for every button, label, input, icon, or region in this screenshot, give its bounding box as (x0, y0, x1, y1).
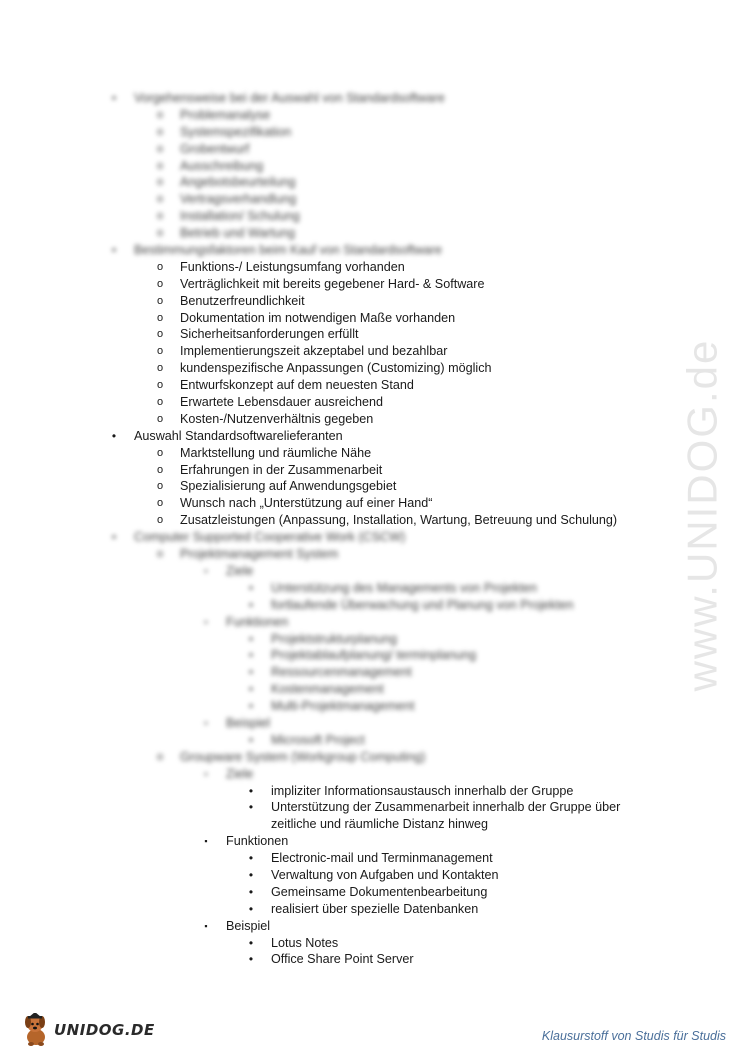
bullet-icon: o (156, 193, 164, 206)
bullet-icon: o (156, 210, 164, 223)
list-item-text: Projektmanagement System (180, 547, 339, 562)
bullet-icon: o (156, 277, 164, 290)
list-item-text: Implementierungszeit akzeptabel und bezahlbar (180, 344, 448, 359)
list-item-level-3 (0, 918, 750, 935)
bullet-icon: • (248, 935, 254, 950)
list-item-level-4 (0, 681, 750, 698)
list-item-level-2 (0, 462, 750, 479)
bullet-icon: • (248, 682, 254, 697)
bullet-icon: o (156, 362, 164, 375)
bullet-icon: ▪ (204, 836, 208, 847)
list-item-level-4 (0, 664, 750, 681)
list-item-text: Vertragsverhandlung (180, 192, 297, 207)
bullet-icon: o (156, 227, 164, 240)
list-item-level-4 (0, 698, 750, 715)
list-item-level-4 (0, 884, 750, 901)
list-item-level-2 (0, 512, 750, 529)
list-item-level-2 (0, 107, 750, 124)
list-item-level-2 (0, 293, 750, 310)
list-item-level-2 (0, 174, 750, 191)
list-item-level-4 (0, 732, 750, 749)
list-item-level-2 (0, 310, 750, 327)
list-item-level-1 (0, 242, 750, 259)
list-item-level-4 (0, 597, 750, 614)
list-item-text: Kosten-/Nutzenverhältnis gegeben (180, 411, 374, 426)
list-item-text: Unterstützung des Managements von Projekten (271, 580, 538, 595)
list-item-text: Projektstrukturplanung (271, 631, 398, 646)
list-item-text: Erwartete Lebensdauer ausreichend (180, 395, 384, 410)
bullet-icon: • (248, 648, 254, 663)
list-item-text: Bestimmungsfaktoren beim Kauf von Standardsoftware (134, 243, 443, 258)
bullet-icon: o (156, 108, 164, 121)
list-item-level-2 (0, 208, 750, 225)
bullet-icon: o (156, 396, 164, 409)
list-item-level-2 (0, 546, 750, 563)
list-item-level-1 (0, 428, 750, 445)
bullet-icon: o (156, 412, 164, 425)
list-item-level-4 (0, 631, 750, 648)
list-item-text: Microsoft Project (271, 732, 365, 747)
bullet-icon: • (248, 952, 254, 967)
list-item-level-4 (0, 951, 750, 968)
bullet-icon: o (156, 328, 164, 341)
list-item-level-2 (0, 141, 750, 158)
list-item-level-3 (0, 614, 750, 631)
list-item-level-4 (0, 850, 750, 867)
list-item-level-3 (0, 563, 750, 580)
list-item-text: Multi-Projektmanagement (271, 699, 415, 714)
bullet-icon: o (156, 750, 164, 763)
list-item-level-2 (0, 495, 750, 512)
bullet-icon: • (248, 851, 254, 866)
list-item-text: Marktstellung und räumliche Nähe (180, 445, 372, 460)
list-item-text: Groupware System (Workgroup Computing) (180, 749, 426, 764)
bullet-icon: ▪ (204, 565, 208, 576)
bullet-icon: ▪ (204, 920, 208, 931)
list-item-text: Computer Supported Cooperative Work (CSCW) (134, 530, 406, 545)
list-item-level-2 (0, 377, 750, 394)
bullet-icon: • (111, 243, 117, 258)
bullet-icon: o (156, 176, 164, 189)
list-item-level-2 (0, 394, 750, 411)
document-body (0, 90, 750, 968)
list-item-level-1 (0, 90, 750, 107)
dog-mascot-icon (22, 1013, 50, 1047)
bullet-icon: • (111, 91, 117, 105)
list-item-text: Angebotsbeurteilung (180, 175, 296, 190)
bullet-icon: ▪ (204, 768, 208, 779)
list-item-level-4 (0, 799, 750, 816)
list-item-text: Ziele (226, 563, 254, 578)
list-item-text: Problemanalyse (180, 107, 271, 122)
list-item-text: Sicherheitsanforderungen erfüllt (180, 327, 359, 342)
bullet-icon: • (248, 580, 254, 595)
list-item-text: Verwaltung von Aufgaben und Kontakten (271, 867, 499, 882)
bullet-icon: o (156, 497, 164, 510)
list-item-level-3 (0, 833, 750, 850)
list-item-text: kundenspezifische Anpassungen (Customizing) möglich (180, 361, 492, 376)
list-item-text: Systemspezifikation (180, 124, 292, 139)
bullet-icon: o (156, 260, 164, 273)
list-item-text: Unterstützung der Zusammenarbeit innerhalb der Gruppe über (271, 800, 621, 815)
list-item-level-2 (0, 225, 750, 242)
list-item-level-2 (0, 276, 750, 293)
list-item-level-2 (0, 360, 750, 377)
list-item-level-4 (0, 901, 750, 918)
footer-tagline: Klausurstoff von Studis für Studis (541, 1029, 726, 1043)
bullet-icon: • (248, 884, 254, 899)
list-item-level-2 (0, 749, 750, 766)
list-item-text: Spezialisierung auf Anwendungsgebiet (180, 479, 397, 494)
list-item-level-4 (0, 935, 750, 952)
watermark-text: www.UNIDOG.de (678, 338, 726, 692)
list-item-text: zeitliche und räumliche Distanz hinweg (271, 817, 489, 832)
list-item-text: Grobentwurf (180, 141, 250, 156)
list-item-level-2 (0, 259, 750, 276)
bullet-icon: • (248, 901, 254, 916)
list-item-continuation (0, 816, 750, 833)
bullet-icon: • (248, 800, 254, 815)
list-item-text: Vorgehensweise bei der Auswahl von Standardsoftware (134, 91, 445, 105)
bullet-icon: • (248, 699, 254, 714)
list-item-text: Wunsch nach „Unterstützung auf einer Hand“ (180, 496, 433, 511)
list-item-text: Projektablaufplanung/ terminplanung (271, 648, 477, 663)
bullet-icon: o (156, 345, 164, 358)
list-item-text: Kostenmanagement (271, 682, 384, 697)
list-item-level-2 (0, 411, 750, 428)
list-item-level-2 (0, 124, 750, 141)
bullet-icon: • (248, 597, 254, 612)
list-item-text: Ausschreibung (180, 158, 264, 173)
list-item-text: Office Share Point Server (271, 952, 414, 967)
bullet-icon: • (111, 530, 117, 545)
list-item-text: Lotus Notes (271, 935, 339, 950)
bullet-icon: o (156, 125, 164, 138)
bullet-icon: ▪ (204, 717, 208, 728)
list-item-text: Funktionen (226, 834, 289, 849)
list-item-text: fortlaufende Überwachung und Planung von Projekten (271, 597, 574, 612)
list-item-text: Dokumentation im notwendigen Maße vorhanden (180, 310, 456, 325)
list-item-text: Erfahrungen in der Zusammenarbeit (180, 462, 383, 477)
list-item-level-4 (0, 580, 750, 597)
bullet-icon: o (156, 294, 164, 307)
list-item-text: Zusatzleistungen (Anpassung, Installation, Wartung, Betreuung und Schulung) (180, 513, 618, 528)
list-item-level-3 (0, 766, 750, 783)
list-item-text: Betrieb und Wartung (180, 226, 296, 241)
watermark (672, 280, 732, 750)
list-item-level-4 (0, 867, 750, 884)
list-item-level-2 (0, 158, 750, 175)
logo-wordmark: UNIDOG.DE (54, 1021, 155, 1039)
list-item-text: Electronic-mail und Terminmanagement (271, 851, 493, 866)
list-item-text: Installation/ Schulung (180, 209, 300, 224)
list-item-text: impliziter Informationsaustausch innerhalb der Gruppe (271, 783, 574, 798)
bullet-icon: o (156, 142, 164, 155)
list-item-text: Funktionen (226, 614, 289, 629)
bullet-icon: • (248, 665, 254, 680)
list-item-text: realisiert über spezielle Datenbanken (271, 901, 479, 916)
list-item-level-2 (0, 478, 750, 495)
footer-logo[interactable] (22, 1010, 155, 1050)
bullet-icon: o (156, 463, 164, 476)
list-item-text: Auswahl Standardsoftwarelieferanten (134, 428, 343, 443)
list-item-text: Beispiel (226, 715, 271, 730)
list-item-level-4 (0, 647, 750, 664)
list-item-text: Ziele (226, 766, 254, 781)
list-item-text: Entwurfskonzept auf dem neuesten Stand (180, 378, 414, 393)
list-item-text: Ressourcenmanagement (271, 665, 412, 680)
list-item-text: Benutzerfreundlichkeit (180, 293, 305, 308)
list-item-level-2 (0, 343, 750, 360)
bullet-icon: • (248, 783, 254, 798)
list-item-level-2 (0, 191, 750, 208)
list-item-level-4 (0, 783, 750, 800)
list-item-text: Gemeinsame Dokumentenbearbeitung (271, 884, 488, 899)
bullet-icon: o (156, 514, 164, 527)
list-item-text: Funktions-/ Leistungsumfang vorhanden (180, 259, 405, 274)
bullet-icon: o (156, 379, 164, 392)
list-item-level-1 (0, 529, 750, 546)
bullet-icon: o (156, 446, 164, 459)
bullet-icon: o (156, 480, 164, 493)
bullet-icon: o (156, 548, 164, 561)
bullet-icon: o (156, 311, 164, 324)
bullet-icon: ▪ (204, 616, 208, 627)
list-item-text: Verträglichkeit mit bereits gegebener Hard- & Software (180, 276, 485, 291)
list-item-level-3 (0, 715, 750, 732)
bullet-icon: o (156, 159, 164, 172)
list-item-text: Beispiel (226, 918, 271, 933)
bullet-icon: • (111, 428, 117, 443)
bullet-icon: • (248, 631, 254, 646)
list-item-level-2 (0, 445, 750, 462)
bullet-icon: • (248, 867, 254, 882)
list-item-level-2 (0, 326, 750, 343)
bullet-icon: • (248, 732, 254, 747)
